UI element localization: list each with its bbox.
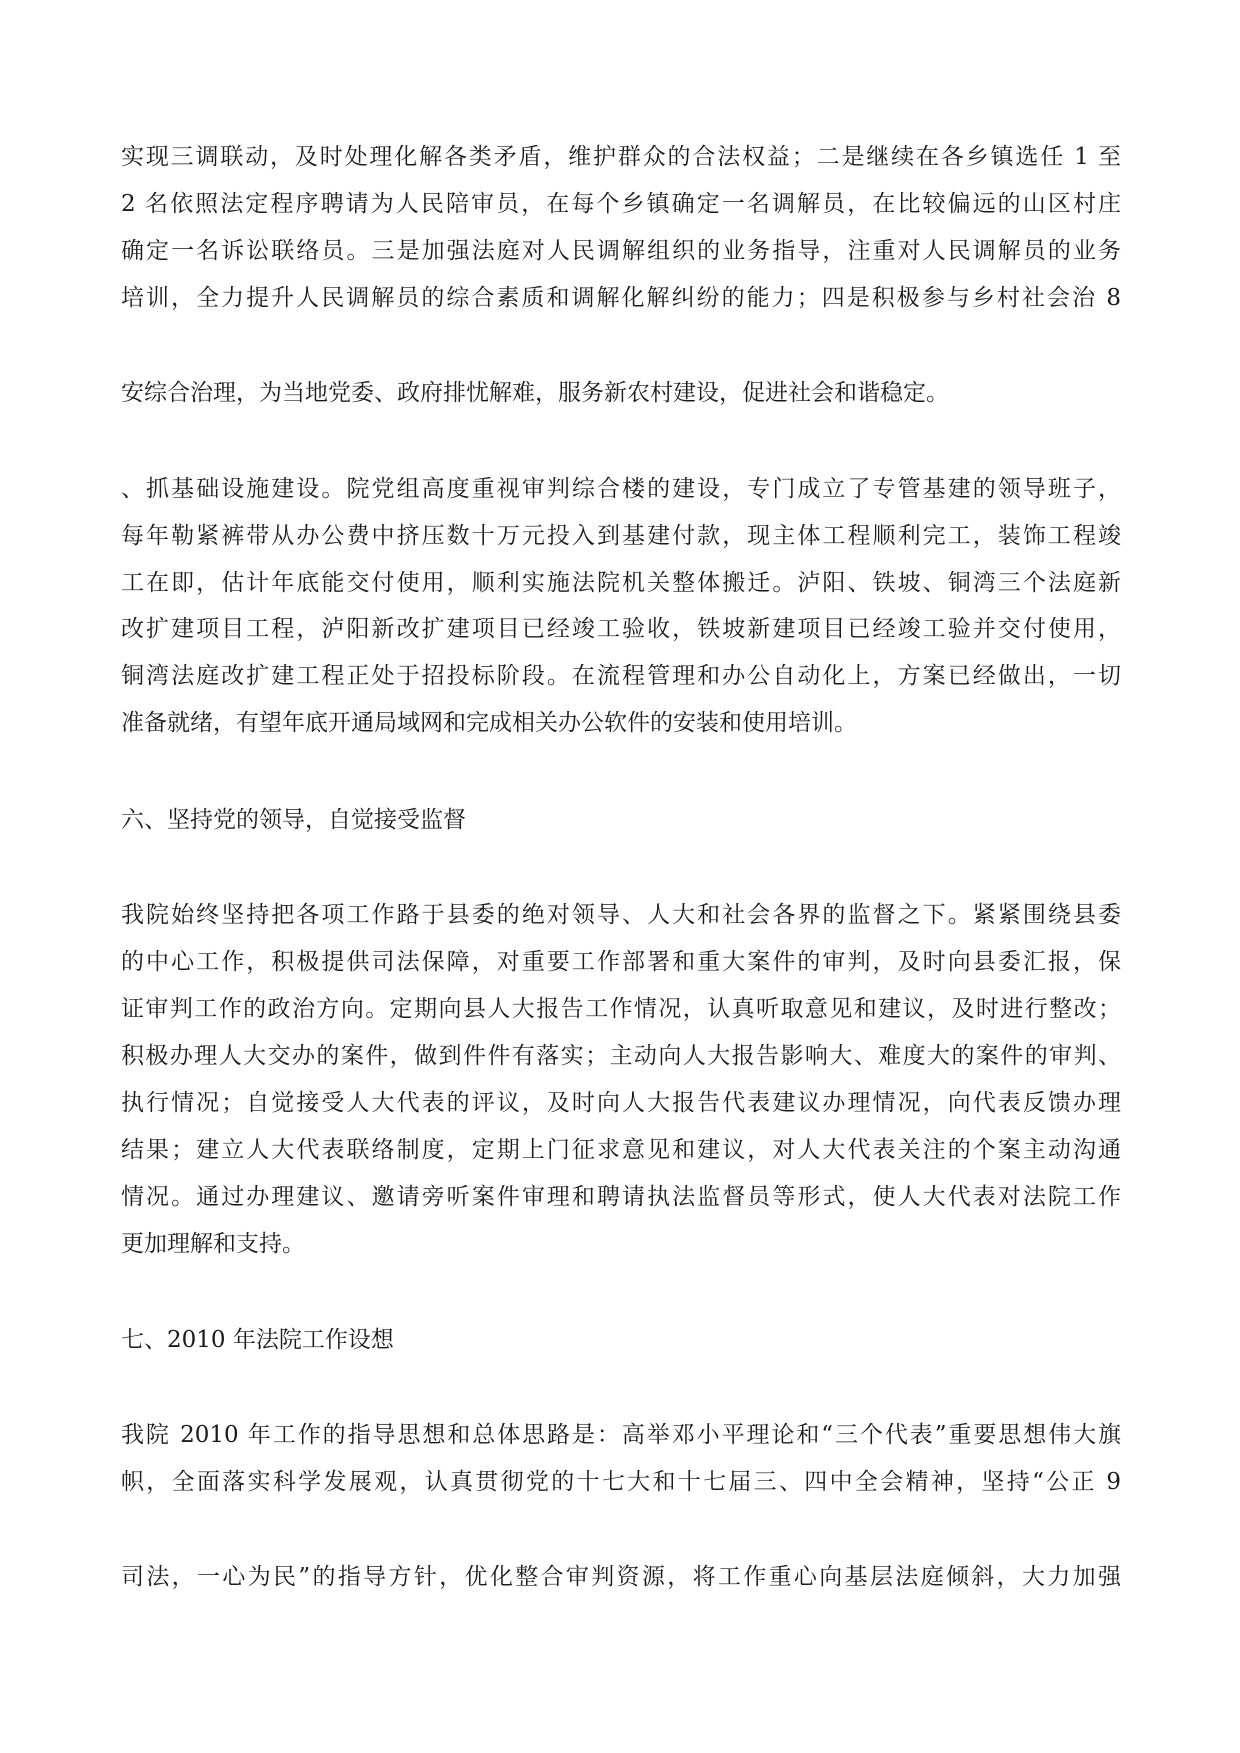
text-line: 安综合治理，为当地党委、政府排忧解难，服务新农村建设，促进社会和谐稳定。 [121,380,949,406]
text-line: 更加理解和支持。 [121,1231,305,1257]
text-line: 铜湾法庭改扩建工程正处于招投标阶段。在流程管理和办公自动化上，方案已经做出，一切 [121,663,1121,689]
text-line: 我院 2010 年工作的指导思想和总体思路是：高举邓小平理论和“三个代表”重要思想伟大旗 [121,1422,1121,1448]
text-line: 改扩建项目工程，泸阳新改扩建项目已经竣工验收，铁坡新建项目已经竣工验并交付使用， [121,616,1121,642]
text-line: 、抓基础设施建设。院党组高度重视审判综合楼的建设，专门成立了专管基建的领导班子， [121,476,1121,502]
section-heading: 七、2010 年法院工作设想 [121,1327,394,1353]
text-line: 帜，全面落实科学发展观，认真贯彻党的十七大和十七届三、四中全会精神，坚持“公正 9 [121,1469,1121,1495]
text-line: 每年勒紧裤带从办公费中挤压数十万元投入到基建付款，现主体工程顺利完工，装饰工程竣 [121,523,1121,549]
text-line: 结果；建立人大代表联络制度，定期上门征求意见和建议，对人大代表关注的个案主动沟通 [121,1137,1121,1163]
text-line: 我院始终坚持把各项工作路于县委的绝对领导、人大和社会各界的监督之下。紧紧围绕县委 [121,902,1121,928]
text-line: 情况。通过办理建议、邀请旁听案件审理和聘请执法监督员等形式，使人大代表对法院工作 [121,1184,1121,1210]
text-line: 准备就绪，有望年底开通局域网和完成相关办公软件的安装和使用培训。 [121,710,857,736]
text-line: 执行情况；自觉接受人大代表的评议，及时向人大报告代表建议办理情况，向代表反馈办理 [121,1090,1121,1116]
text-line: 培训，全力提升人民调解员的综合素质和调解化解纠纷的能力；四是积极参与乡村社会治 8 [121,285,1121,311]
text-line: 确定一名诉讼联络员。三是加强法庭对人民调解组织的业务指导，注重对人民调解员的业务 [121,238,1121,264]
text-line: 积极办理人大交办的案件，做到件件有落实；主动向人大报告影响大、难度大的案件的审判、 [121,1043,1121,1069]
text-line: 司法，一心为民”的指导方针，优化整合审判资源，将工作重心向基层法庭倾斜，大力加强 [121,1564,1121,1590]
text-line: 证审判工作的政治方向。定期向县人大报告工作情况，认真听取意见和建议，及时进行整改； [121,996,1121,1022]
text-line: 的中心工作，积极提供司法保障，对重要工作部署和重大案件的审判，及时向县委汇报，保 [121,949,1121,975]
text-line: 工在即，估计年底能交付使用，顺利实施法院机关整体搬迁。泸阳、铁坡、铜湾三个法庭新 [121,570,1121,596]
text-line: 2 名依照法定程序聘请为人民陪审员，在每个乡镇确定一名调解员，在比较偏远的山区村庄 [121,191,1121,217]
text-line: 实现三调联动，及时处理化解各类矛盾，维护群众的合法权益；二是继续在各乡镇选任 1 至 [121,144,1121,170]
section-heading: 六、坚持党的领导，自觉接受监督 [121,807,466,833]
